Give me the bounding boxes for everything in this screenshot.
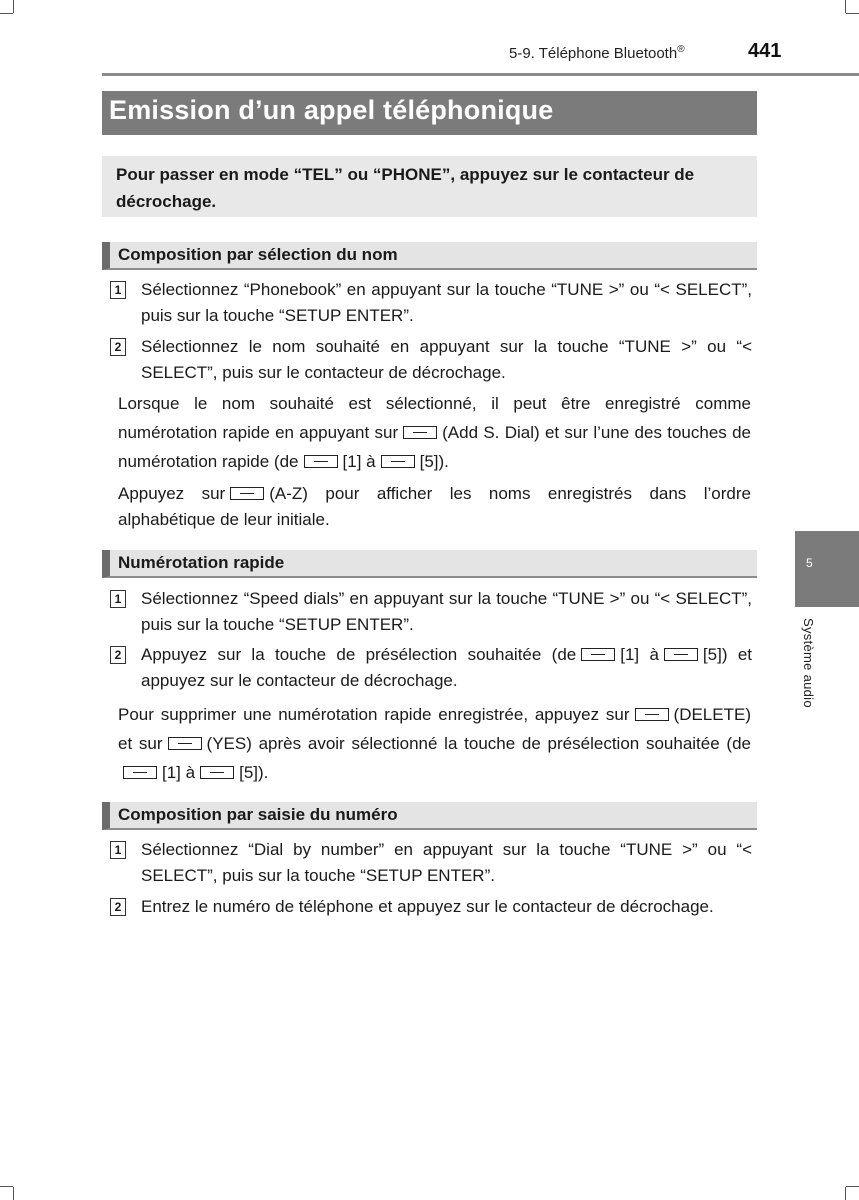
step-item [110,586,752,638]
crop-mark [846,13,859,14]
step-number: 1 [110,590,126,608]
button-icon [123,766,157,779]
step-item [110,642,752,694]
step-number: 1 [110,841,126,859]
crop-mark [846,1186,859,1187]
step-item [110,334,752,386]
crop-mark [845,1187,846,1200]
step-text: Sélectionnez le nom souhaité en appuyant sur la touche “TUNE >” ou “< SELECT”, puis sur le contacteur de décrochage. [141,337,752,382]
step-item [110,837,752,889]
page-number: 441 [748,40,782,62]
note-paragraph: Appuyez sur (A-Z) pour afficher les noms enregistrés dans l’ordre alphabétique de leur initiale. [118,484,751,529]
step-text: Sélectionnez “Speed dials” en appuyant sur la touche “TUNE >” ou “< SELECT”, puis sur la touche “SETUP ENTER”. [141,589,752,634]
button-icon [168,737,202,750]
header-divider [102,73,859,76]
button-icon [381,455,415,468]
intro-box: Pour passer en mode “TEL” ou “PHONE”, appuyez sur le contacteur de décrochage. [102,156,757,217]
step-number: 2 [110,898,126,916]
step-item [110,277,752,329]
button-icon [304,455,338,468]
section-heading-speed: Numérotation rapide [102,550,757,578]
section-heading-name: Composition par sélection du nom [102,242,757,270]
page-title: Emission d’un appel téléphonique [102,91,757,135]
step-number: 2 [110,646,126,664]
step-text: Sélectionnez “Phonebook” en appuyant sur la touche “TUNE >” ou “< SELECT”, puis sur la touche “SETUP ENTER”. [141,280,752,325]
chapter-tab [795,531,859,607]
crop-mark [0,13,13,14]
button-icon [230,487,264,500]
crop-mark [845,0,846,13]
note-paragraph: Lorsque le nom souhaité est sélectionné, il peut être enregistré comme numérotation rapide en appuyant sur (Add S. Dial) et sur l’une des touches de numérotation rapide (de [1] à [5]). [118,394,751,471]
note-paragraph: Pour supprimer une numérotation rapide enregistrée, appuyez sur (DELETE) et sur (YES) après avoir sélectionné la touche de présélection souhaitée (de[1] à [5]). [118,705,751,782]
chapter-label: Système audio [801,618,816,708]
crop-mark [13,1187,14,1200]
step-text: Appuyez sur la touche de présélection souhaitée (de [1] à [5]) et appuyez sur le contacteur de décrochage. [141,645,752,690]
step-number: 2 [110,338,126,356]
step-item [110,894,752,920]
section-title: 5-9. Téléphone Bluetooth® [509,44,685,62]
step-text: Sélectionnez “Dial by number” en appuyant sur la touche “TUNE >” ou “< SELECT”, puis sur la touche “SETUP ENTER”. [141,840,752,885]
button-icon [200,766,234,779]
button-icon [581,648,615,661]
crop-mark [13,0,14,13]
crop-mark [0,1186,13,1187]
step-number: 1 [110,281,126,299]
button-icon [403,426,437,439]
section-heading-number: Composition par saisie du numéro [102,802,757,830]
button-icon [635,708,669,721]
step-text: Entrez le numéro de téléphone et appuyez sur le contacteur de décrochage. [141,897,714,916]
button-icon [664,648,698,661]
chapter-number: 5 [806,556,813,570]
